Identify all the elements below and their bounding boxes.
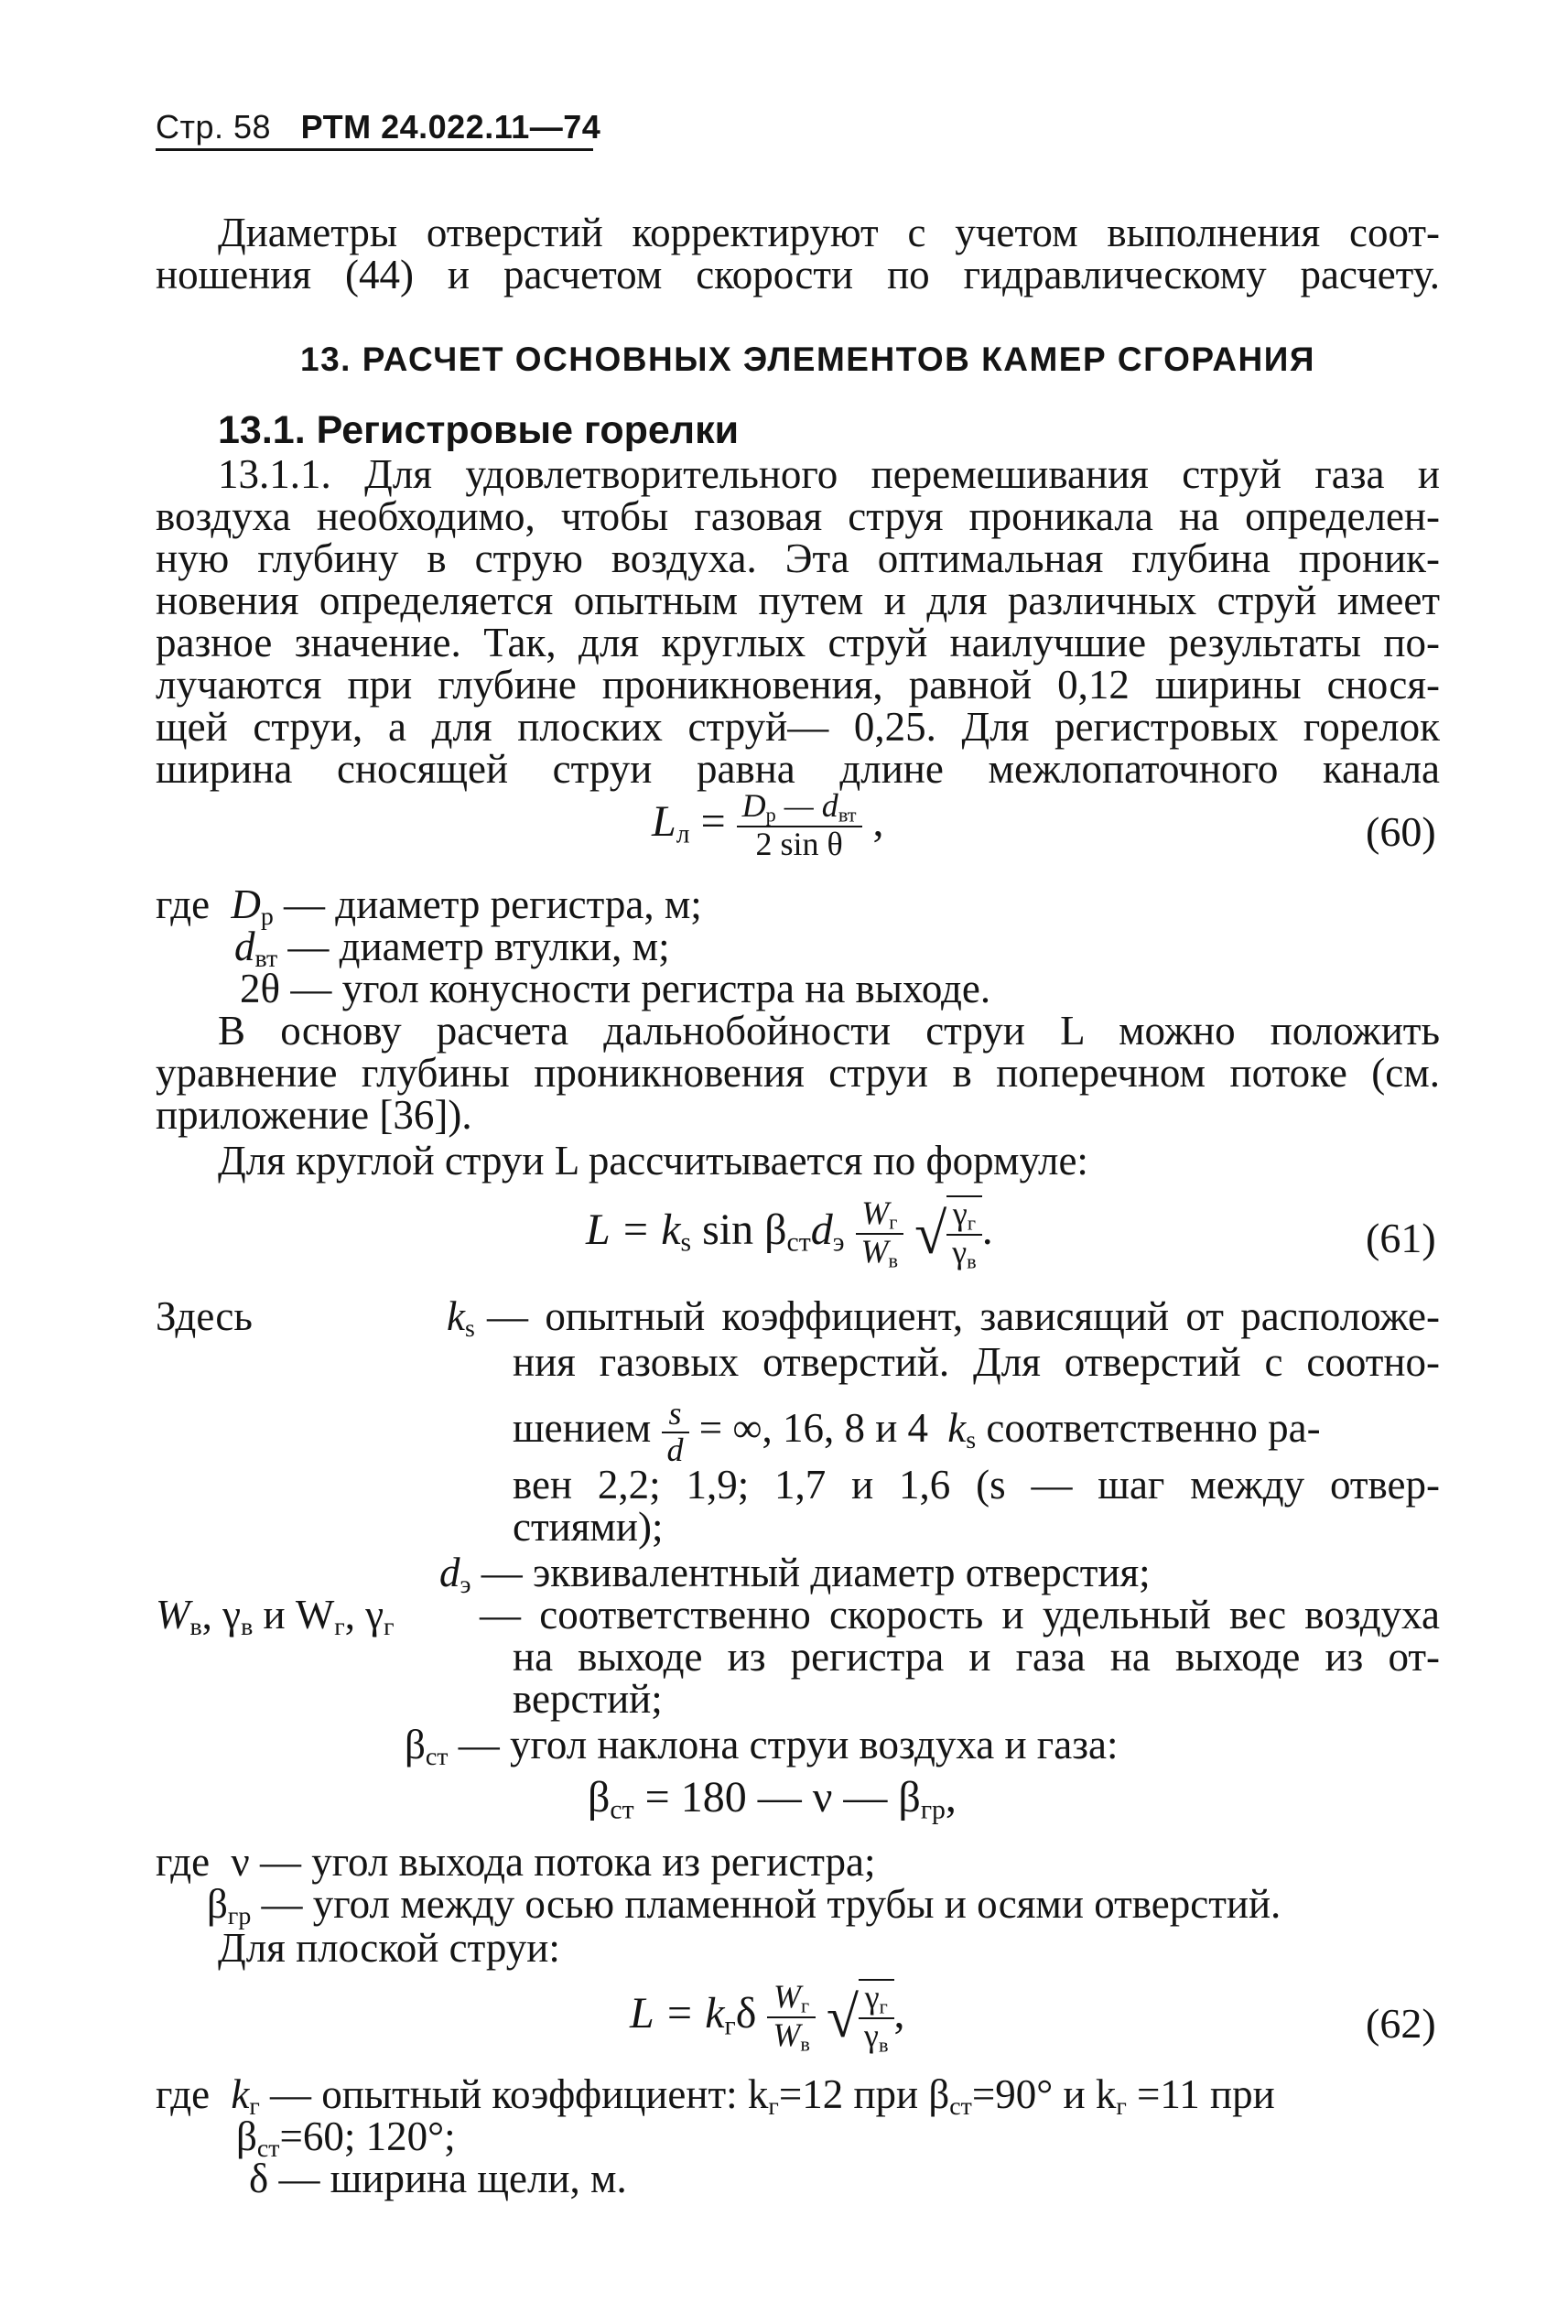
where62-line-3: δ — ширина щели, м. [249,2156,627,2201]
para1-line-5: разное значение. Так, для круглых струй наилучшие результаты по- [156,620,1440,665]
eq60-numerator: $D_р$ — $d_{вт}$ [737,789,862,827]
equation-61: $L = k_s$ $\sin \beta_{ст}d_э$ $\frac{W_г}{W_в}$ √ $\frac{\gamma_г}{\gamma_в}$ . [586,1194,993,1273]
intro-line-2: ношения (44) и расчетом скорости по гидравлическому расчету. [156,252,1440,297]
eq61-root-fraction: $\frac{\gamma_г}{\gamma_в}$ [946,1195,981,1272]
de-definition: $d_э$ — эквивалентный диаметр отверстия; [439,1550,1151,1599]
subsection-title: 13.1. Регистровые горелки [218,408,740,452]
equation-60 [652,789,884,862]
beta-st-definition: $\beta_{ст}$ — угол наклона струи воздуха и газа: [405,1722,1119,1771]
ks-def-line-2: ния газовых отверстий. Для отверстий с соотно- [513,1339,1440,1385]
equation-beta: $\beta_{ст} = 180$ — ν — $\beta_{гр}$, [588,1773,957,1825]
page-number: Стр. 58 [156,108,272,146]
ks-def-line-1: — опытный коэффициент, зависящий от расположе- [487,1293,1440,1339]
para1-line-2: воздуха необходимо, чтобы газовая струя проникала на определен- [156,493,1440,539]
eq62-root-fraction: $\frac{\gamma_г}{\gamma_в}$ [859,1979,893,2056]
para2-line-3: приложение [36]). [156,1092,472,1138]
equation-62: $L = k_г\delta$ $\frac{W_г}{W_в}$ √ $\frac{\gamma_г}{\gamma_в}$ , [630,1978,905,2057]
eq60-lhs-sub: л [676,818,690,849]
intro-line-1: Диаметры отверстий корректируют с учетом выполнения соот- [218,210,1440,255]
w-def-line-3: верстий; [513,1676,663,1722]
para1-line-8: ширина сносящей струи равна длине межлопаточного канала [156,746,1440,792]
document-code: РТМ 24.022.11—74 [300,108,601,146]
s-over-d-fraction: $\frac{s}{d}$ [662,1397,689,1468]
where62-line-1: где $k_г$ — опытный коэффициент: $k_г=12$ при $\beta_{ст}=90^\circ$ и $k_г =11$ при [156,2071,1275,2121]
w-symbols: $W_в$, $\gamma_в$ и $W_г$, $\gamma_г$ [156,1592,395,1641]
para1-line-3: ную глубину в струю воздуха. Эта оптимальная глубина проник- [156,535,1440,581]
para4: Для плоской струи: [218,1925,560,1971]
para1-line-4: новения определяется опытным путем и для различных струй имеет [156,578,1440,623]
eq62-sqrt: √ [826,1984,860,2049]
eq61-fraction: $\frac{W_г}{W_в}$ [856,1196,904,1271]
para2-line-2: уравнение глубины проникновения струи в поперечном потоке (см. [156,1050,1440,1096]
eq60-denominator: 2 sin θ [755,826,843,862]
w-def-line-2: на выходе из регистра и газа на выходе из от- [513,1634,1440,1680]
section-title: 13. РАСЧЕТ ОСНОВНЫХ ЭЛЕМЕНТОВ КАМЕР СГОРАНИЯ [300,340,1315,378]
ks-symbol: $k_s$ [447,1293,475,1343]
eq60-lhs: L [652,796,676,846]
where-beta-line-1: где ν — угол выхода потока из регистра; [156,1839,876,1885]
page-header [156,108,600,146]
equation-number-61: (61) [1366,1215,1436,1261]
para1-line-7: щей струи, а для плоских струй— 0,25. Для регистровых горелок [156,704,1440,750]
para3: Для круглой струи L рассчитывается по формуле: [218,1138,1088,1184]
eq60-tail: , [872,796,884,846]
where62-line-2: $\beta_{ст}=60$; 120°; [236,2113,456,2163]
ks-def-line-3: шением $\frac{s}{d}$ = ∞, 16, 8 и 4 $k_s$ соответственно ра- [513,1395,1321,1468]
para1-line-6: лучаются при глубине проникновения, равной 0,12 ширины снося- [156,662,1440,708]
eq60-fraction [737,789,862,862]
eq60-equals: = [700,796,726,846]
eq62-fraction: $\frac{W_г}{W_в}$ [767,1980,816,2055]
equation-number-60: (60) [1366,808,1436,855]
defs-here-label: Здесь [156,1293,253,1339]
ks-def-line-5: стиями); [513,1504,664,1550]
w-def-line-1: — соответственно скорость и удельный вес воздуха [480,1592,1440,1638]
equation-number-62: (62) [1366,2000,1436,2047]
header-rule [156,148,593,151]
para2-line-1: В основу расчета дальнобойности струи L можно положить [218,1008,1440,1054]
where60-line-1: где $D_р$ — диаметр регистра, м; [156,881,702,931]
eq61-sqrt: √ [914,1201,947,1266]
where60-line-2: $d_{вт}$ — диаметр втулки, м; [234,924,670,973]
where60-line-3: 2θ — угол конусности регистра на выходе. [240,966,991,1011]
para1-line-1: 13.1.1. Для удовлетворительного перемешивания струй газа и [218,451,1440,497]
where-beta-line-2: $\beta_{гр}$ — угол между осью пламенной трубы и осями отверстий. [207,1881,1281,1930]
ks-def-line-4: вен 2,2; 1,9; 1,7 и 1,6 (s — шаг между отвер- [513,1462,1440,1508]
